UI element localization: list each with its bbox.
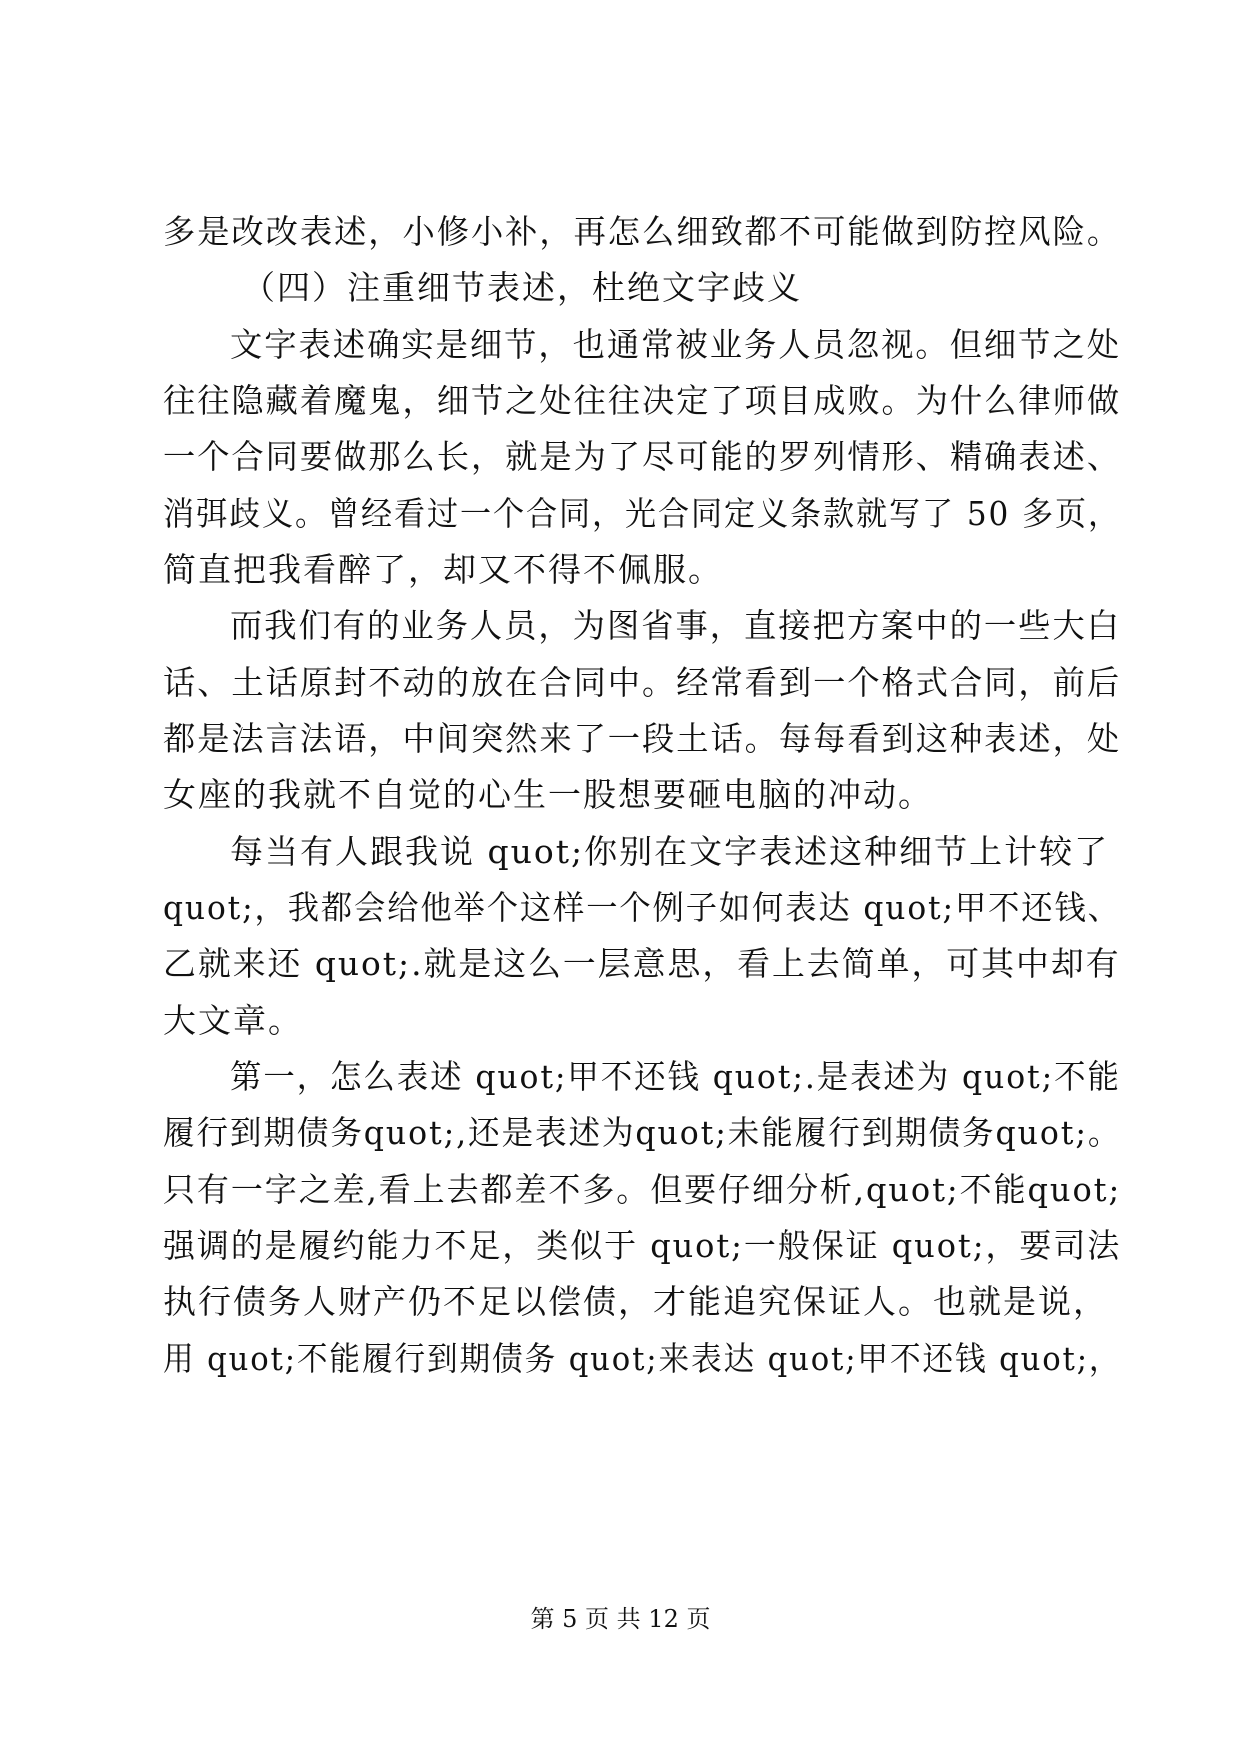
- paragraph-1-line-3: 一个合同要做那么长，就是为了尽可能的罗列情形、精确表述、: [163, 437, 1122, 476]
- paragraph-2-line-2: 话、土话原封不动的放在合同中。经常看到一个格式合同，前后: [163, 663, 1122, 702]
- paragraph-1-line-1: 文字表述确实是细节，也通常被业务人员忽视。但细节之处: [230, 325, 1121, 364]
- paragraph-2-line-3: 都是法言法语，中间突然来了一段土话。每每看到这种表述，处: [163, 719, 1122, 758]
- paragraph-4-line-4: 强调的是履约能力不足，类似于 quot;一般保证 quot;，要司法: [163, 1226, 1122, 1265]
- paragraph-4-line-5: 执行债务人财产仍不足以偿债，才能追究保证人。也就是说，: [163, 1282, 1108, 1321]
- paragraph-4-line-1: 第一，怎么表述 quot;甲不还钱 quot;.是表述为 quot;不能: [230, 1057, 1121, 1096]
- paragraph-1-line-4: 消弭歧义。曾经看过一个合同，光合同定义条款就写了 50 多页，: [163, 494, 1121, 533]
- paragraph-1-line-5: 简直把我看醉了，却又不得不佩服。: [163, 550, 723, 589]
- paragraph-2-line-4: 女座的我就不自觉的心生一股想要砸电脑的冲动。: [163, 775, 933, 814]
- paragraph-2-line-1: 而我们有的业务人员，为图省事，直接把方案中的一些大白: [230, 606, 1121, 645]
- section-heading: （四）注重细节表述，杜绝文字歧义: [242, 268, 802, 307]
- page-number-footer: 第 5 页 共 12 页: [530, 1605, 711, 1633]
- paragraph-3-line-2: quot;，我都会给他举个这样一个例子如何表达 quot;甲不还钱、: [163, 888, 1121, 927]
- paragraph-3-line-1: 每当有人跟我说 quot;你别在文字表述这种细节上计较了: [230, 832, 1110, 871]
- paragraph-1-line-2: 往往隐藏着魔鬼，细节之处往往决定了项目成败。为什么律师做: [163, 381, 1122, 420]
- paragraph-4-line-6: 用 quot;不能履行到期债务 quot;来表达 quot;甲不还钱 quot;，: [163, 1339, 1122, 1378]
- paragraph-4-line-2: 履行到期债务quot;,还是表述为quot;未能履行到期债务quot;。: [163, 1113, 1122, 1152]
- paragraph-4-line-3: 只有一字之差,看上去都差不多。但要仔细分析,quot;不能quot;: [163, 1170, 1122, 1209]
- paragraph-3-line-3: 乙就来还 quot;.就是这么一层意思，看上去简单，可其中却有: [163, 944, 1121, 983]
- paragraph-3-line-4: 大文章。: [163, 1001, 303, 1040]
- body-text-line: 多是改改表述，小修小补，再怎么细致都不可能做到防控风险。: [163, 212, 1122, 251]
